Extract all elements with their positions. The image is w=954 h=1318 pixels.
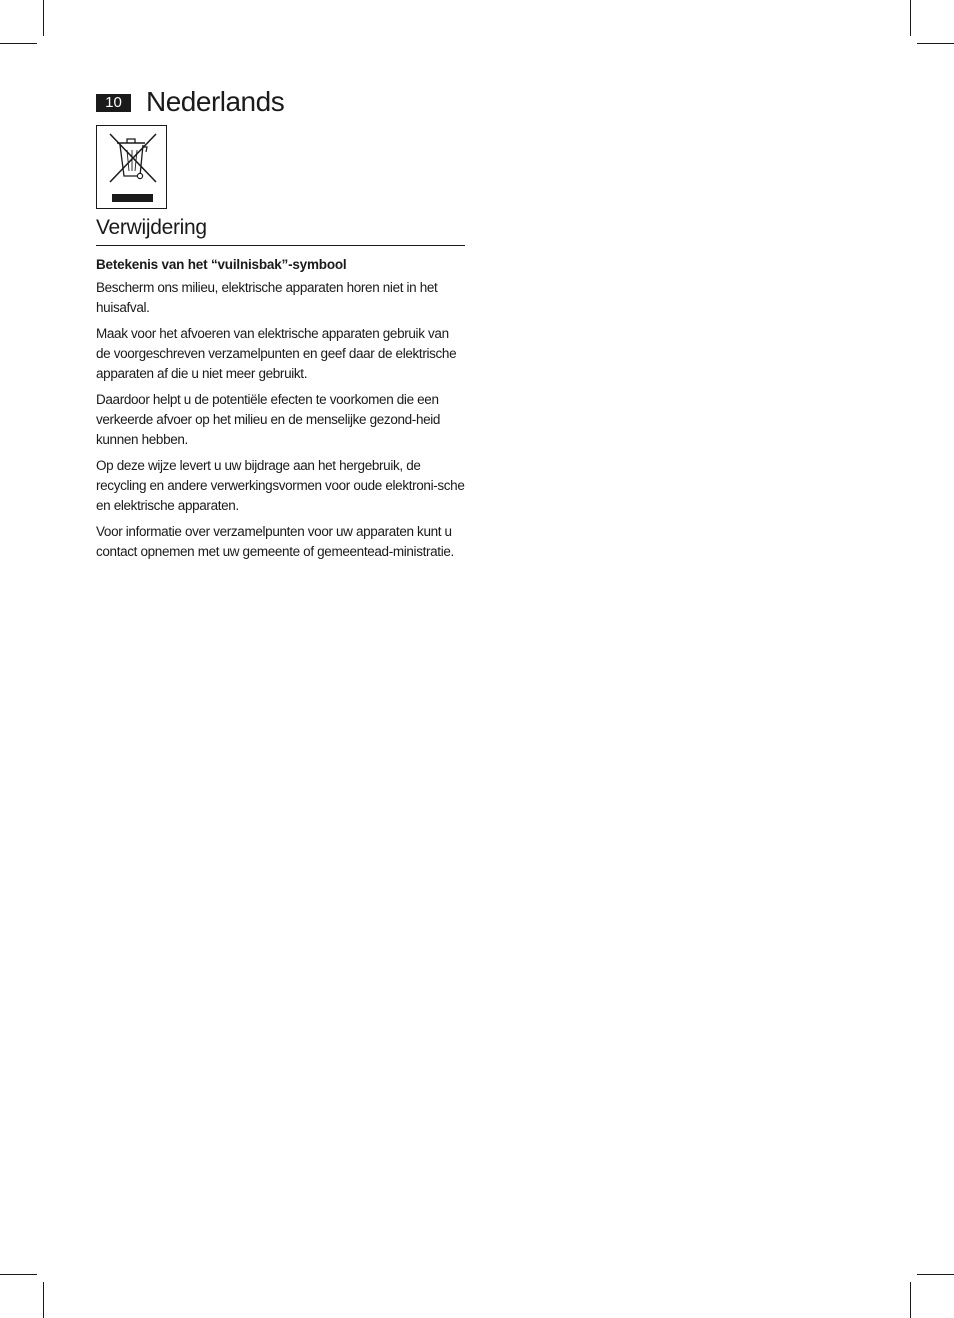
crop-mark-top-right-horizontal bbox=[917, 43, 954, 44]
paragraph-5: Voor informatie over verzamelpunten voor uw apparaten kunt u contact opnemen met uw gemeente of gemeentead-ministratie. bbox=[96, 524, 454, 559]
paragraph-4: Op deze wijze levert u uw bijdrage aan het hergebruik, de recycling en andere verwerkingsvormen voor oude elektroni-sche en elektrische apparaten. bbox=[96, 458, 465, 513]
crop-mark-bottom-left-vertical bbox=[43, 1282, 44, 1318]
crop-mark-bottom-left-horizontal bbox=[0, 1274, 37, 1275]
page-number-badge: 10 bbox=[96, 94, 131, 112]
weee-symbol-box bbox=[96, 125, 167, 209]
page-title: Nederlands bbox=[146, 86, 285, 117]
paragraph-3: Daardoor helpt u de potentiële efecten te voorkomen die een verkeerde afvoer op het milieu en de menselijke gezond-heid kunnen hebben. bbox=[96, 392, 441, 447]
crop-mark-top-left-horizontal bbox=[0, 43, 37, 44]
paragraph-1: Bescherm ons milieu, elektrische apparaten horen niet in het huisafval. bbox=[96, 280, 438, 315]
disposal-section bbox=[96, 215, 465, 568]
section-title: Verwijdering bbox=[96, 215, 465, 246]
crop-mark-bottom-right-vertical bbox=[910, 1282, 911, 1318]
page-header bbox=[96, 86, 284, 118]
section-subheading: Betekenis van het “vuilnisbak”-symbool bbox=[96, 257, 347, 272]
crop-mark-bottom-right-horizontal bbox=[917, 1274, 954, 1275]
crop-mark-top-left-vertical bbox=[43, 0, 44, 36]
crossed-out-wheelie-bin-icon bbox=[97, 126, 165, 207]
crop-mark-top-right-vertical bbox=[910, 0, 911, 36]
paragraph-2: Maak voor het afvoeren van elektrische apparaten gebruik van de voorgeschreven verzamelpunten en geef daar de elektrische apparaten af die u niet meer gebruikt. bbox=[96, 326, 457, 381]
